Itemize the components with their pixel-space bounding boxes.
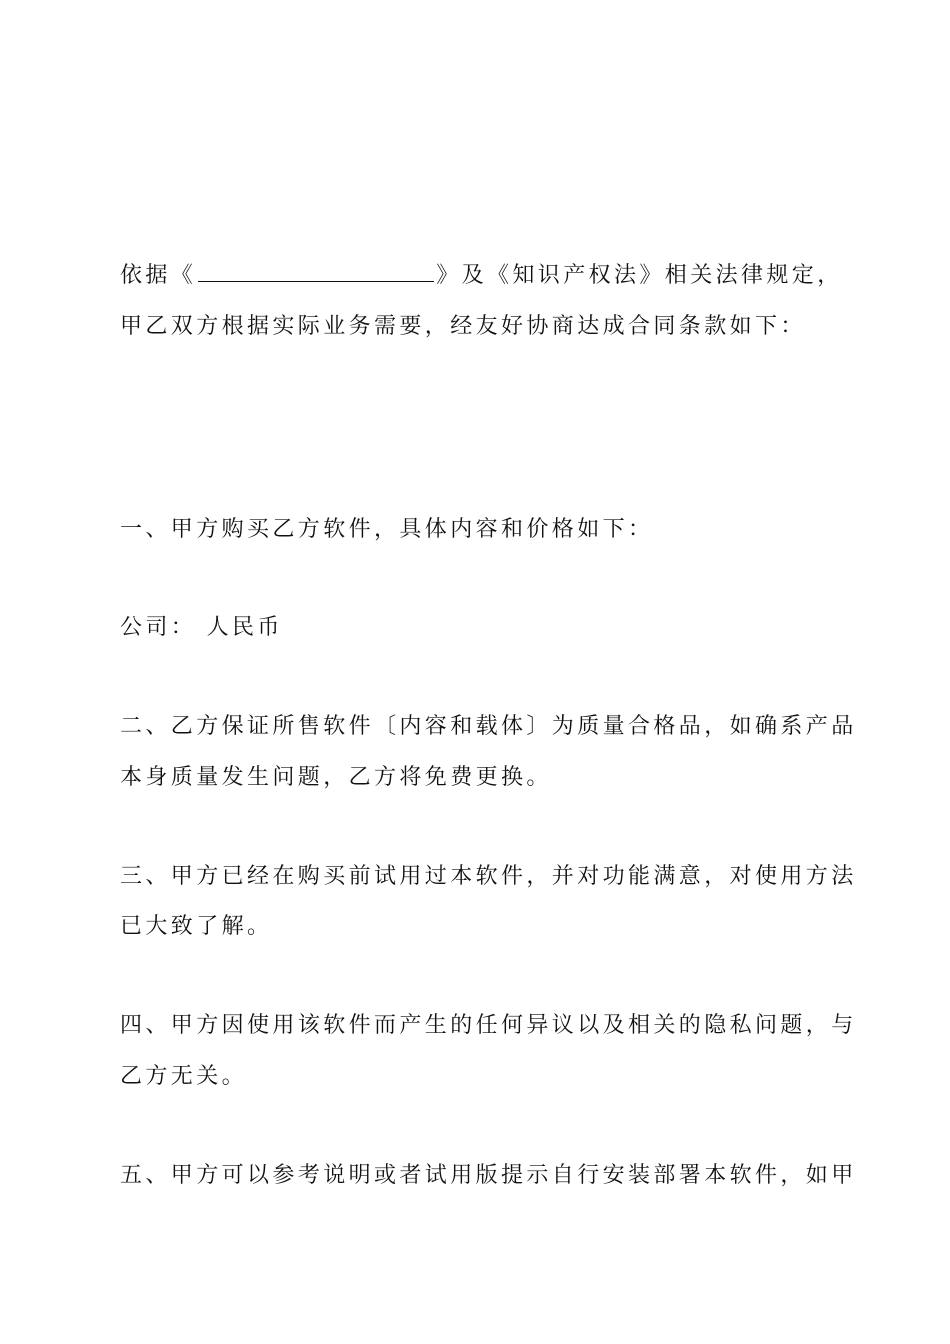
clause-4-line-2: 乙方无关。 (120, 1064, 248, 1089)
intro-suffix: 》及《知识产权法》相关法律规定， (436, 263, 843, 288)
intro-line-2: 甲乙双方根据实际业务需要，经友好协商达成合同条款如下： (120, 314, 806, 339)
blank-fill-line (198, 263, 434, 282)
clause-2-line-1: 二、乙方保证所售软件〔内容和载体〕为质量合格品，如确系产品 (120, 714, 857, 739)
intro-line-1 (120, 263, 843, 289)
intro-prefix: 依据《 (120, 263, 197, 288)
clause-2-line-2: 本身质量发生问题，乙方将免费更换。 (120, 765, 552, 790)
company-currency-line: 公司： 人民币 (120, 615, 283, 640)
clause-4-line-1: 四、甲方因使用该软件而产生的任何异议以及相关的隐私问题，与 (120, 1013, 857, 1038)
clause-3-line-2: 已大致了解。 (120, 914, 273, 939)
clause-3-line-1: 三、甲方已经在购买前试用过本软件，并对功能满意，对使用方法 (120, 864, 857, 889)
clause-1: 一、甲方购买乙方软件，具体内容和价格如下： (120, 517, 654, 542)
clause-5-line-1: 五、甲方可以参考说明或者试用版提示自行安装部署本软件，如甲 (120, 1163, 857, 1188)
